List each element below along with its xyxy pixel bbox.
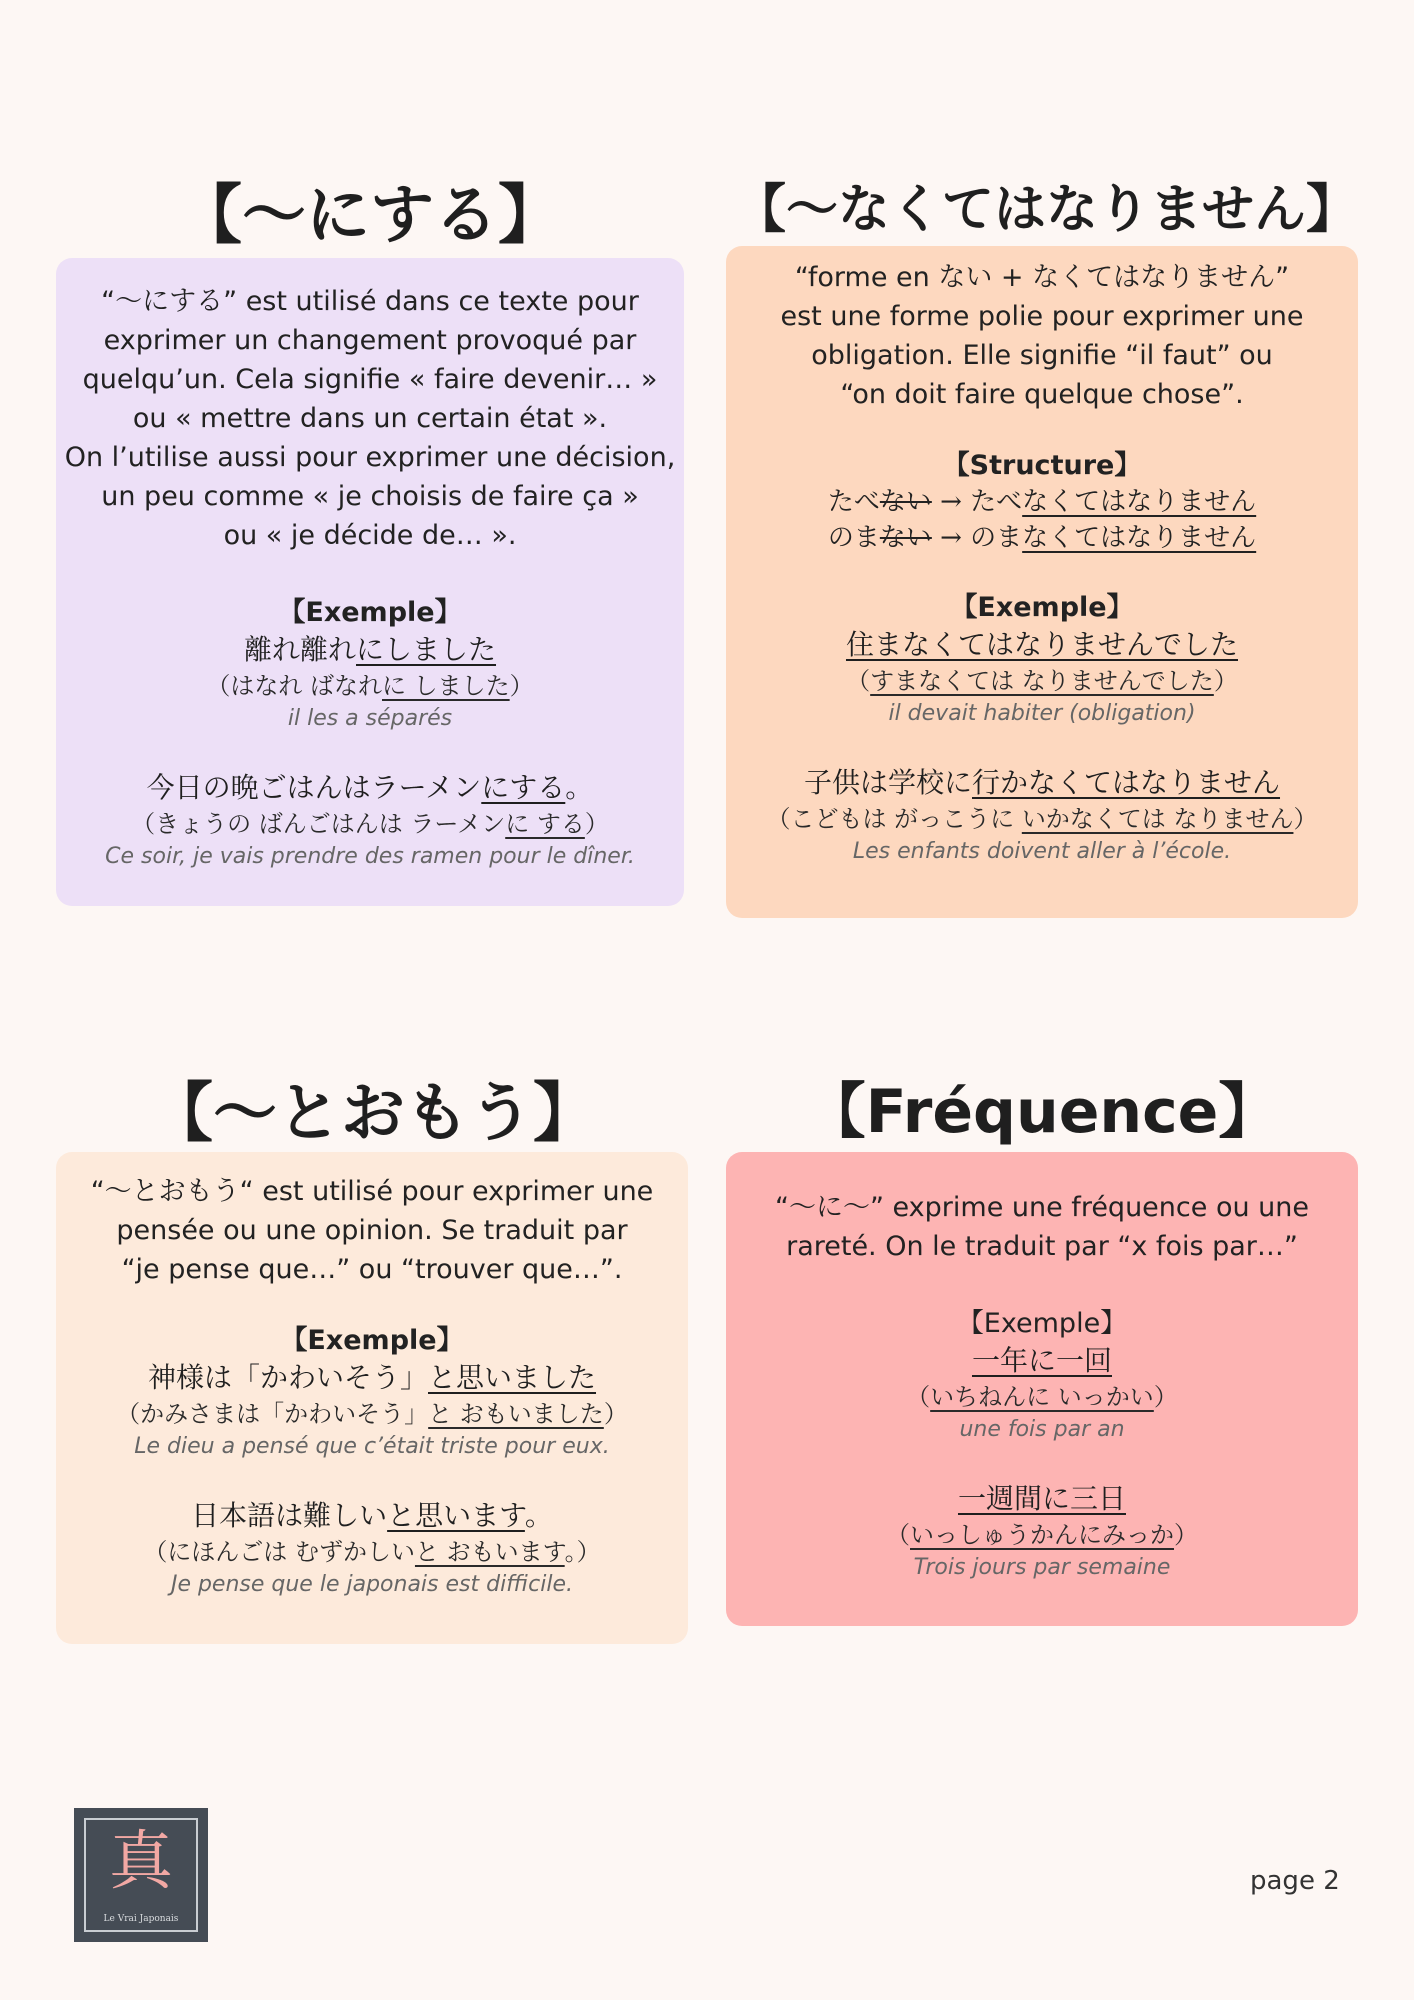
grammar-highlight: 行かなくてはなりません [972,766,1281,799]
example-reading [726,664,1358,698]
desc-line: “je pense que…” ou “trouver que…”. [121,1254,623,1285]
reading-highlight: と おもいます [414,1538,565,1566]
reading-text: （こどもは がっこうに [766,805,1022,833]
example-text: 。 [524,1499,553,1532]
example-japanese [726,626,1358,664]
example-japanese [726,1342,1358,1380]
structure-text: のま [827,523,880,553]
example-japanese [56,769,684,807]
reading-highlight: に しました [382,672,510,700]
desc-line: quelqu’un. Cela signifie « faire devenir… » [82,364,658,395]
example-translation: il devait habiter (obligation) [888,701,1196,726]
example-translation: Les enfants doivent aller à l’école. [852,839,1232,864]
desc-line: rareté. On le traduit par “x fois par…” [786,1231,1298,1262]
example-reading [56,669,684,703]
heading-nisuru: 【〜にする】 [178,179,562,253]
reading-highlight: すまなくては なりませんでした [870,667,1214,695]
example-translation: une fois par an [959,1417,1125,1442]
example-reading [726,1380,1358,1414]
grammar-highlight: と思いました [428,1361,597,1394]
description [726,258,1358,414]
example-text: 日本語は難しい [191,1499,388,1532]
desc-line: “〜とおもう“ est utilisé pour exprimer une [90,1176,654,1207]
logo-text: Le Vrai Japonais [103,1914,179,1924]
example-text: 離れ離れ [243,633,356,666]
card-nisuru [56,258,684,906]
reading-highlight: いっしゅうかんにみっか [910,1521,1174,1549]
reading-text: （ [906,1383,931,1411]
example-text: 。 [565,771,594,804]
card-toomou [56,1152,688,1644]
grammar-highlight: 一年に一回 [971,1344,1112,1377]
example-reading [56,1535,688,1569]
brand-logo [74,1808,208,1942]
logo-frame [84,1818,198,1932]
reading-text: ） [584,810,609,838]
example-translation: Ce soir, je vais prendre des ramen pour le dîner. [105,844,635,869]
example-label: 【Exemple】 [956,1308,1128,1339]
example-text: 神様は「かわいそう」 [147,1361,428,1394]
grammar-highlight: にする [481,771,566,804]
reading-text: （ [886,1521,910,1549]
reading-text: （にほんごは むずかしい [143,1538,415,1566]
desc-line: “〜にする” est utilisé dans ce texte pour [101,286,639,317]
example-translation: Le dieu a pensé que c’était triste pour eux. [134,1434,610,1459]
logo-kanji: 真 [109,1825,173,1899]
reading-highlight: に する [505,810,585,838]
desc-line: exprimer un changement provoqué par [103,325,637,356]
grammar-highlight: と思います [387,1499,525,1532]
reading-highlight: いかなくては なりません [1021,805,1294,833]
example-japanese [726,764,1358,802]
example-reading [56,1397,688,1431]
structure-struck: ない [879,487,932,517]
grammar-highlight: 一週間に三日 [957,1482,1126,1515]
heading-frequence: 【Fréquence】 [805,1077,1279,1147]
description [726,1188,1358,1266]
desc-line: On l’utilise aussi pour exprimer une décision, [64,442,676,473]
description [56,282,684,555]
structure-struck: ない [879,523,932,553]
structure-text: → たべ [931,487,1023,517]
example-japanese [726,1480,1358,1518]
reading-text: ） [1174,1521,1198,1549]
example-label: 【Exemple】 [950,592,1134,623]
reading-text: 。） [564,1538,601,1566]
reading-text: ） [1153,1383,1178,1411]
example-text: 今日の晩ごはんはラーメン [146,771,482,804]
reading-text: （ [846,667,871,695]
reading-highlight: と おもいました [428,1400,604,1428]
heading-nakute: 【〜なくてはなりません】 [733,180,1358,240]
structure-text: たべ [827,487,880,517]
structure-text: → のま [931,523,1023,553]
example-japanese [56,1497,688,1535]
card-nakute [726,246,1358,918]
desc-line: pensée ou une opinion. Se traduit par [116,1215,628,1246]
example-japanese [56,1359,688,1397]
reading-text: ） [603,1400,628,1428]
example-label: 【Exemple】 [278,597,462,628]
reading-text: ） [509,672,534,700]
description [56,1172,688,1289]
heading-toomou: 【〜とおもう】 [149,1077,597,1151]
reading-highlight: いちねんに いっかい [930,1383,1154,1411]
grammar-highlight: 住まなくてはなりませんでした [845,628,1238,661]
structure-label: 【Structure】 [942,450,1142,481]
reading-text: （はなれ ばなれ [206,672,382,700]
grammar-highlight: にしました [356,633,497,666]
example-japanese [56,631,684,669]
desc-line: un peu comme « je choisis de faire ça » [101,481,639,512]
desc-line: “〜に〜” exprime une fréquence ou une [774,1192,1309,1223]
reading-text: ） [1213,667,1238,695]
reading-text: （かみさまは「かわいそう」 [116,1400,429,1428]
desc-line: ou « mettre dans un certain état ». [132,403,608,434]
structure-row [726,484,1358,520]
example-translation: Je pense que le japonais est difficile. [170,1572,574,1597]
page-number: page 2 [1250,1866,1340,1896]
reading-text: （きょうの ばんごはんは ラーメン [131,810,506,838]
structure-row [726,520,1358,556]
example-translation: Trois jours par semaine [913,1555,1171,1580]
desc-line: ou « je décide de… ». [223,520,517,551]
example-reading [726,1518,1358,1552]
example-label: 【Exemple】 [280,1325,464,1356]
desc-line: “forme en ない + なくてはなりません” [794,262,1290,293]
card-frequence [726,1152,1358,1626]
desc-line: “on doit faire quelque chose”. [840,379,1244,410]
structure-highlight: なくてはなりません [1022,487,1257,517]
desc-line: obligation. Elle signifie “il faut” ou [811,340,1273,371]
example-text: 子供は学校に [803,766,972,799]
structure-highlight: なくてはなりません [1022,523,1257,553]
example-reading [726,802,1358,836]
example-reading [56,807,684,841]
reading-text: ） [1293,805,1318,833]
example-translation: il les a séparés [287,706,453,731]
desc-line: est une forme polie pour exprimer une [780,301,1304,332]
